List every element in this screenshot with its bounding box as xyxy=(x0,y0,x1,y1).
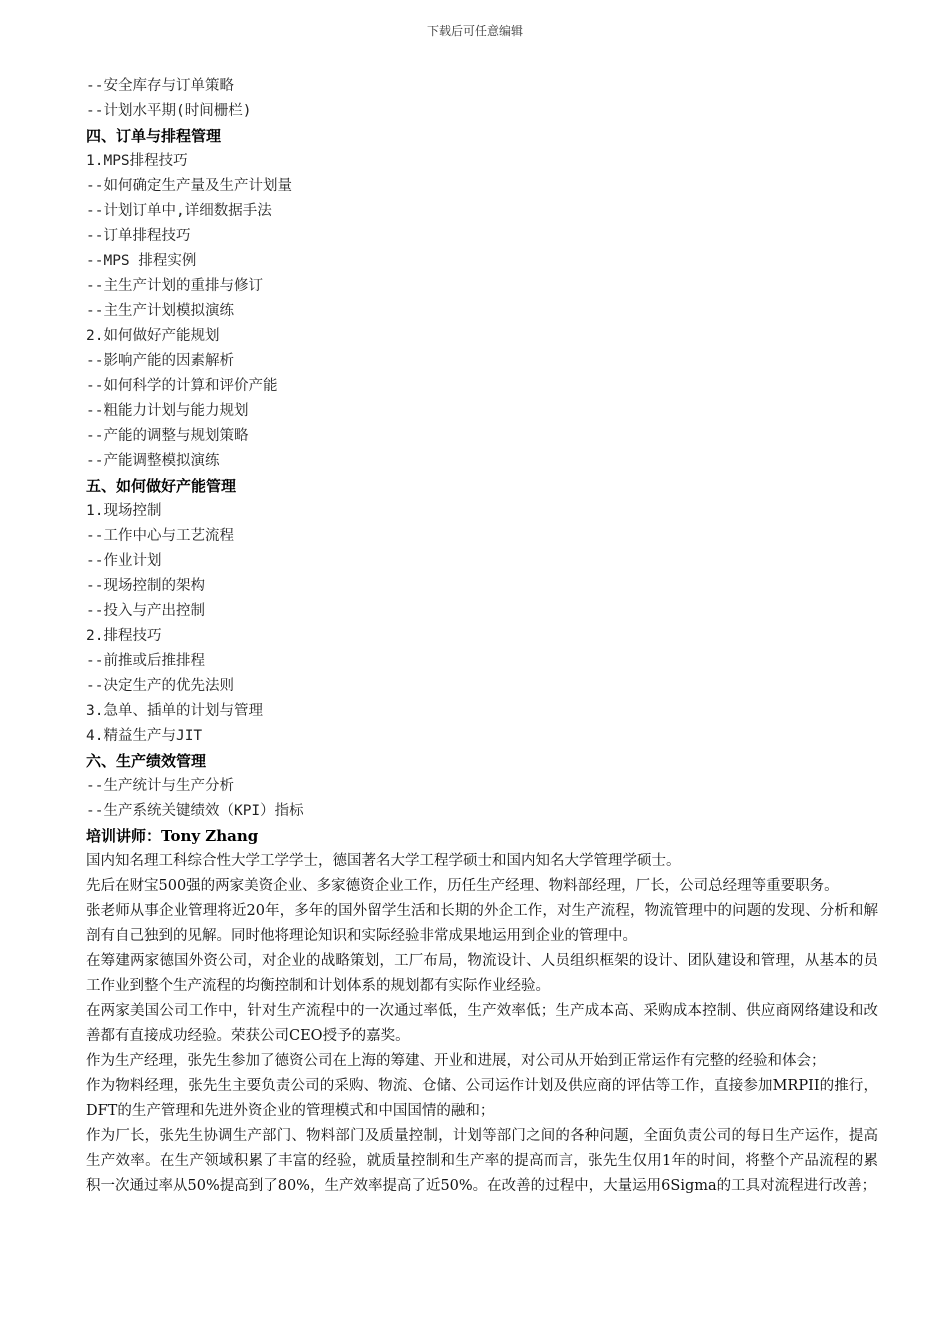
bio-paragraph: 作为厂长，张先生协调生产部门、物料部门及质量控制，计划等部门之间的各种问题，全面负责公司的每日生产运作，提高生产效率。在生产领域积累了丰富的经验，就质量控制和生产率的提高而言，张先生仅用1年的时间，将整个产品流程的累积一次通过率从50%提高到了80%，生产效率提高了近50%。在改善的过程中，大量运用6Sigma的工具对流程进行改善； xyxy=(86,1128,878,1194)
outline-item: --生产统计与生产分析 xyxy=(86,778,234,794)
bio-paragraph: 在筹建两家德国外资公司，对企业的战略策划，工厂布局，物流设计、人员组织框架的设计、团队建设和管理，从基本的员工作业到整个生产流程的均衡控制和计划体系的规划都有实际作业经验。 xyxy=(86,953,878,994)
section-heading: 五、如何做好产能管理 xyxy=(86,477,237,495)
outline-item: 4.精益生产与JIT xyxy=(86,728,203,744)
section-heading: 四、订单与排程管理 xyxy=(86,127,222,145)
page-header: 下载后可任意编辑 xyxy=(426,24,523,38)
outline-item: --订单排程技巧 xyxy=(86,228,191,244)
outline-item: 1.MPS排程技巧 xyxy=(86,153,188,169)
outline-item: --计划订单中,详细数据手法 xyxy=(86,203,272,219)
outline-item: --安全库存与订单策略 xyxy=(86,78,234,94)
outline-item: --生产系统关键绩效（KPI）指标 xyxy=(86,803,304,819)
bio-paragraph: 国内知名理工科综合性大学工学学士，德国著名大学工程学硕士和国内知名大学管理学硕士。 xyxy=(86,853,681,869)
outline-item: 2.如何做好产能规划 xyxy=(86,328,220,344)
outline-item: --产能调整模拟演练 xyxy=(86,453,220,469)
bio-paragraph: 作为生产经理，张先生参加了德资公司在上海的筹建、开业和进展，对公司从开始到正常运作有完整的经验和体会； xyxy=(86,1053,826,1069)
outline-item: --如何科学的计算和评价产能 xyxy=(86,378,278,394)
outline-item: --粗能力计划与能力规划 xyxy=(86,403,249,419)
outline-item: --产能的调整与规划策略 xyxy=(86,428,249,444)
bio-paragraph: 在两家美国公司工作中，针对生产流程中的一次通过率低，生产效率低；生产成本高、采购成本控制、供应商网络建设和改善都有直接成功经验。荣获公司CEO授予的嘉奖。 xyxy=(86,1003,878,1044)
document-body xyxy=(86,74,878,1199)
outline-item: --工作中心与工艺流程 xyxy=(86,528,234,544)
outline-item: --主生产计划模拟演练 xyxy=(86,303,234,319)
outline-item: --前推或后推排程 xyxy=(86,653,205,669)
outline-item: --如何确定生产量及生产计划量 xyxy=(86,178,292,194)
outline-item: 3.急单、插单的计划与管理 xyxy=(86,703,263,719)
outline-item: 1.现场控制 xyxy=(86,503,162,519)
outline-item: --计划水平期(时间栅栏) xyxy=(86,103,252,119)
outline-item: --作业计划 xyxy=(86,553,162,569)
bio-paragraph: 张老师从事企业管理将近20年，多年的国外留学生活和长期的外企工作，对生产流程，物流管理中的问题的发现、分析和解剖有自己独到的见解。同时他将理论知识和实际经验非常成果地运用到企业的管理中。 xyxy=(86,903,878,944)
outline-item: --MPS 排程实例 xyxy=(86,253,197,269)
outline-item: --主生产计划的重排与修订 xyxy=(86,278,263,294)
outline-item: --影响产能的因素解析 xyxy=(86,353,234,369)
section-heading: 六、生产绩效管理 xyxy=(86,752,207,770)
outline-item: 2.排程技巧 xyxy=(86,628,162,644)
bio-paragraph: 先后在财宝500强的两家美资企业、多家德资企业工作，历任生产经理、物料部经理，厂长，公司总经理等重要职务。 xyxy=(86,878,839,894)
bio-paragraph: 作为物料经理，张先生主要负责公司的采购、物流、仓储、公司运作计划及供应商的评估等工作，直接参加MRPII的推行，DFT的生产管理和先进外资企业的管理模式和中国国情的融和； xyxy=(86,1078,878,1119)
outline-item: --现场控制的架构 xyxy=(86,578,205,594)
section-heading: 培训讲师：Tony Zhang xyxy=(86,827,259,845)
outline-item: --决定生产的优先法则 xyxy=(86,678,234,694)
outline-item: --投入与产出控制 xyxy=(86,603,205,619)
